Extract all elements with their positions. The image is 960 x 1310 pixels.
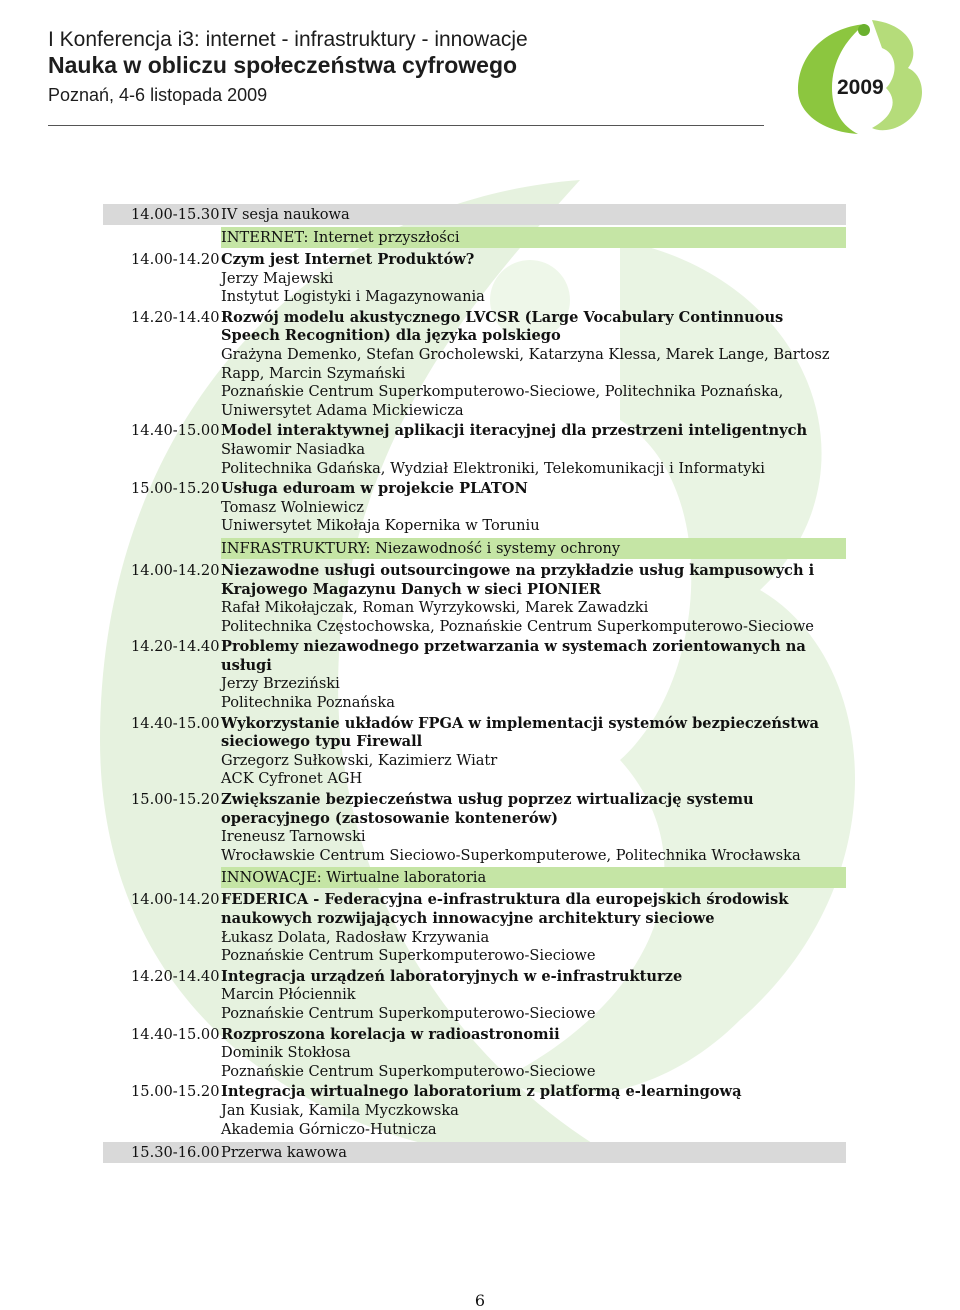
header-divider [48,125,764,126]
talk-time: 15.00-15.20 [131,480,220,498]
talk-authors: Marcin Płóciennik [221,986,356,1004]
talk-item [103,714,846,790]
page-number: 6 [474,1291,486,1310]
talk-affiliation: Poznańskie Centrum Superkomputerowo-Sieciowe [221,1004,596,1022]
talk-authors: Jerzy Majewski [221,269,334,287]
talk-title: Rozproszona korelacja w radioastronomii [221,1025,560,1043]
talk-authors: Rafał Mikołajczak, Roman Wyrzykowski, Marek Zawadzki [221,599,649,617]
talk-title: Niezawodne usługi outsourcingowe na przykładzie usług kampusowych i Krajowego Magazynu Danych w sieci PIONIER [221,561,815,598]
talk-time: 15.00-15.20 [131,1083,220,1101]
talk-authors: Grzegorz Sułkowski, Kazimierz Wiatr [221,751,498,769]
talk-authors: Łukasz Dolata, Radosław Krzywania [221,928,490,946]
talk-affiliation: Politechnika Gdańska, Wydział Elektroniki, Telekomunikacji i Informatyki [221,459,765,477]
break-label: Przerwa kawowa [221,1144,347,1162]
talk-item [103,1025,846,1083]
conference-subtitle: Nauka w obliczu społeczeństwa cyfrowego [48,52,518,78]
conference-date-place: Poznań, 4-6 listopada 2009 [48,85,268,105]
talk-authors: Dominik Stokłosa [221,1044,351,1062]
track-header-internet [103,227,846,248]
talk-authors: Jan Kusiak, Kamila Myczkowska [221,1101,459,1119]
logo-year: 2009 [837,76,884,99]
talk-title: Problemy niezawodnego przetwarzania w systemach zorientowanych na usługi [221,638,806,674]
talk-time: 14.40-15.00 [131,1025,220,1043]
talk-authors: Grażyna Demenko, Stefan Grocholewski, Katarzyna Klessa, Marek Lange, Bartosz Rapp, Marcin Szymański [221,345,830,382]
talk-item [103,421,846,479]
talk-item [103,1082,846,1140]
talk-affiliation: Poznańskie Centrum Superkomputerowo-Sieciowe [221,1062,596,1080]
talk-title: FEDERICA - Federacyjna e-infrastruktura dla europejskich środowisk naukowych rozwijających innowacyjne architektury sieciowe [221,891,789,927]
track-label: INFRASTRUKTURY: Niezawodność i systemy ochrony [221,538,846,559]
talk-affiliation: Instytut Logistyki i Magazynowania [221,288,485,306]
talk-affiliation: Uniwersytet Mikołaja Kopernika w Toruniu [221,517,540,535]
talk-authors: Tomasz Wolniewicz [221,498,364,516]
talk-title: Rozwój modelu akustycznego LVCSR (Large Vocabulary Continnuous Speech Recognition) dla języka polskiego [221,308,784,345]
session-time: 14.00-15.30 [131,206,220,223]
talk-item [103,561,846,637]
talk-time: 14.20-14.40 [131,308,220,326]
talk-authors: Ireneusz Tarnowski [221,828,366,846]
track-header-infrastruktury [103,538,846,559]
talk-title: Czym jest Internet Produktów? [221,251,475,268]
talk-item [103,250,846,308]
break-row [103,1142,846,1163]
conference-title: I Konferencja i3: internet - infrastruktury - innowacje [48,28,528,51]
track-label: INTERNET: Internet przyszłości [221,227,846,248]
program-schedule [103,204,846,1163]
session-header [103,204,846,225]
talk-title: Integracja wirtualnego laboratorium z platformą e-learningową [221,1083,742,1101]
talk-authors: Sławomir Nasiadka [221,440,366,458]
talk-item [103,637,846,713]
talk-authors: Jerzy Brzeziński [221,675,340,693]
talk-affiliation: Wrocławskie Centrum Sieciowo-Superkomputerowe, Politechnika Wrocławska [221,846,801,864]
track-header-innowacje [103,867,846,888]
talk-time: 14.20-14.40 [131,967,220,985]
page-header [0,0,960,130]
talk-title: Usługa eduroam w projekcie PLATON [221,480,528,498]
talk-item [103,890,846,966]
talk-time: 14.20-14.40 [131,638,220,656]
talk-time: 14.40-15.00 [131,714,220,732]
i3-logo-icon [780,10,930,140]
talk-affiliation: Akademia Górniczo-Hutnicza [221,1120,437,1138]
break-time: 15.30-16.00 [131,1144,220,1162]
talk-time: 14.00-14.20 [131,891,220,909]
talk-item [103,308,846,422]
track-label: INNOWACJE: Wirtualne laboratoria [221,867,846,888]
talk-affiliation: Poznańskie Centrum Superkomputerowo-Sieciowe [221,947,596,965]
talk-item [103,967,846,1025]
talk-time: 15.00-15.20 [131,791,220,809]
talk-time: 14.40-15.00 [131,422,220,440]
talk-time: 14.00-14.20 [131,561,220,579]
talk-item [103,790,846,866]
talk-affiliation: ACK Cyfronet AGH [221,770,363,788]
session-label: IV sesja naukowa [221,206,350,223]
talk-affiliation: Poznańskie Centrum Superkomputerowo-Sieciowe, Politechnika Poznańska, Uniwersytet Adama Mickiewicza [221,383,784,419]
talk-affiliation: Politechnika Poznańska [221,694,395,712]
talk-title: Zwiększanie bezpieczeństwa usług poprzez wirtualizację systemu operacyjnego (zastosowanie kontenerów) [221,791,754,827]
talk-item [103,479,846,537]
talk-title: Model interaktywnej aplikacji iteracyjnej dla przestrzeni inteligentnych [221,422,808,440]
talk-affiliation: Politechnika Częstochowska, Poznańskie Centrum Superkomputerowo-Sieciowe [221,617,814,635]
talk-title: Wykorzystanie układów FPGA w implementacji systemów bezpieczeństwa sieciowego typu Firewall [221,714,819,751]
talk-title: Integracja urządzeń laboratoryjnych w e-infrastrukturze [221,967,683,985]
talk-time: 14.00-14.20 [131,251,220,268]
